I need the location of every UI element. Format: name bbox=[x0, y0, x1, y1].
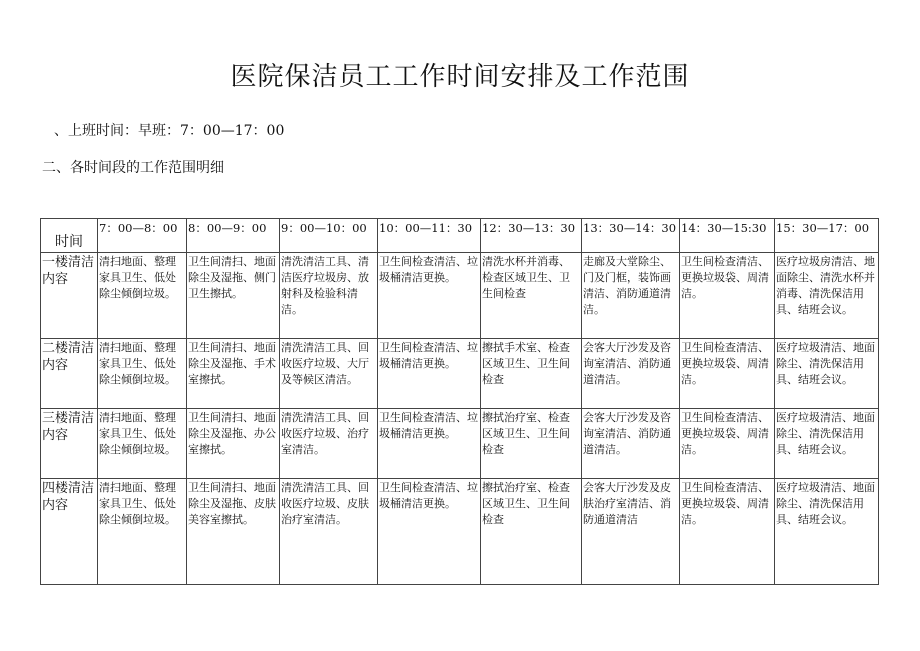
table-row bbox=[41, 253, 879, 339]
task-cell: 会客大厅沙发及咨询室清洁、消防通道清洁。 bbox=[582, 339, 680, 409]
task-cell: 医疗垃圾清洁、地面除尘、清洗保洁用具、结班会议。 bbox=[775, 409, 879, 479]
task-cell: 清洗清洁工具、回收医疗垃圾、治疗室清洁。 bbox=[280, 409, 378, 479]
task-cell: 医疗垃圾清洁、地面除尘、清洗保洁用具、结班会议。 bbox=[775, 479, 879, 585]
task-cell: 卫生间检查清洁、更换垃圾袋、周清洁。 bbox=[680, 253, 775, 339]
task-cell: 会客大厅沙发及皮肤治疗室清洁、消防通道清洁 bbox=[582, 479, 680, 585]
task-cell: 卫生间检查清洁、更换垃圾袋、周清洁。 bbox=[680, 409, 775, 479]
table-row bbox=[41, 479, 879, 585]
time-slot-header: 13：30—14：30 bbox=[582, 219, 680, 253]
table-row bbox=[41, 409, 879, 479]
task-cell: 清洗清洁工具、回收医疗垃圾、大厅及等候区清洁。 bbox=[280, 339, 378, 409]
task-cell: 擦拭治疗室、检查区域卫生、卫生间检查 bbox=[481, 479, 582, 585]
time-slot-header: 9：00—10：00 bbox=[280, 219, 378, 253]
task-cell: 清洗清洁工具、清洁医疗垃圾房、放射科及检验科清洁。 bbox=[280, 253, 378, 339]
schedule-table bbox=[40, 218, 879, 585]
task-cell: 会客大厅沙发及咨询室清洁、消防通道清洁。 bbox=[582, 409, 680, 479]
document-title: 医院保洁员工工作时间安排及工作范围 bbox=[230, 62, 690, 92]
task-cell: 医疗垃圾房清洁、地面除尘、清洗水杯并消毒、清洗保洁用具、结班会议。 bbox=[775, 253, 879, 339]
task-cell: 医疗垃圾清洁、地面除尘、清洗保洁用具、结班会议。 bbox=[775, 339, 879, 409]
task-cell: 卫生间清扫、地面除尘及湿拖、侧门卫生擦拭。 bbox=[187, 253, 280, 339]
task-cell: 走廊及大堂除尘、门及门框，装饰画清洁、消防通道清洁。 bbox=[582, 253, 680, 339]
header-row bbox=[41, 219, 879, 253]
time-slot-header: 12：30—13：30 bbox=[481, 219, 582, 253]
task-cell: 擦拭手术室、检查区域卫生、卫生间检查 bbox=[481, 339, 582, 409]
time-slot-header: 15：30—17：00 bbox=[775, 219, 879, 253]
section-heading: 二、各时间段的工作范围明细 bbox=[42, 160, 224, 176]
task-cell: 清扫地面、整理家具卫生、低处除尘倾倒垃圾。 bbox=[98, 253, 187, 339]
floor-label: 一楼清洁内容 bbox=[41, 253, 98, 339]
time-slot-header: 8：00—9：00 bbox=[187, 219, 280, 253]
floor-label: 四楼清洁内容 bbox=[41, 479, 98, 585]
time-slot-header: 10：00—11：30 bbox=[378, 219, 481, 253]
task-cell: 清扫地面、整理家具卫生、低处除尘倾倒垃圾。 bbox=[98, 339, 187, 409]
task-cell: 卫生间清扫、地面除尘及湿拖、手术室擦拭。 bbox=[187, 339, 280, 409]
task-cell: 卫生间检查清洁、更换垃圾袋、周清洁。 bbox=[680, 479, 775, 585]
work-hours-line: 、上班时间：早班：7：00—17：00 bbox=[54, 123, 285, 139]
time-corner-header: 时间 bbox=[41, 219, 98, 253]
task-cell: 擦拭治疗室、检查区域卫生、卫生间检查 bbox=[481, 409, 582, 479]
floor-label: 二楼清洁内容 bbox=[41, 339, 98, 409]
task-cell: 卫生间检查清洁、垃圾桶清洁更换。 bbox=[378, 253, 481, 339]
task-cell: 清洗清洁工具、回收医疗垃圾、皮肤治疗室清洁。 bbox=[280, 479, 378, 585]
table-row bbox=[41, 339, 879, 409]
task-cell: 清扫地面、整理家具卫生、低处除尘倾倒垃圾。 bbox=[98, 409, 187, 479]
task-cell: 卫生间检查清洁、更换垃圾袋、周清洁。 bbox=[680, 339, 775, 409]
task-cell: 卫生间清扫、地面除尘及湿拖、办公室擦拭。 bbox=[187, 409, 280, 479]
floor-label: 三楼清洁内容 bbox=[41, 409, 98, 479]
task-cell: 卫生间清扫、地面除尘及湿拖、皮肤美容室擦拭。 bbox=[187, 479, 280, 585]
task-cell: 卫生间检查清洁、垃圾桶清洁更换。 bbox=[378, 479, 481, 585]
task-cell: 清扫地面、整理家具卫生、低处除尘倾倒垃圾。 bbox=[98, 479, 187, 585]
time-slot-header: 7：00—8：00 bbox=[98, 219, 187, 253]
task-cell: 卫生间检查清洁、垃圾桶清洁更换。 bbox=[378, 409, 481, 479]
task-cell: 清洗水杯并消毒、检查区域卫生、卫生间检查 bbox=[481, 253, 582, 339]
task-cell: 卫生间检查清洁、垃圾桶清洁更换。 bbox=[378, 339, 481, 409]
time-slot-header: 14：30—15:30 bbox=[680, 219, 775, 253]
